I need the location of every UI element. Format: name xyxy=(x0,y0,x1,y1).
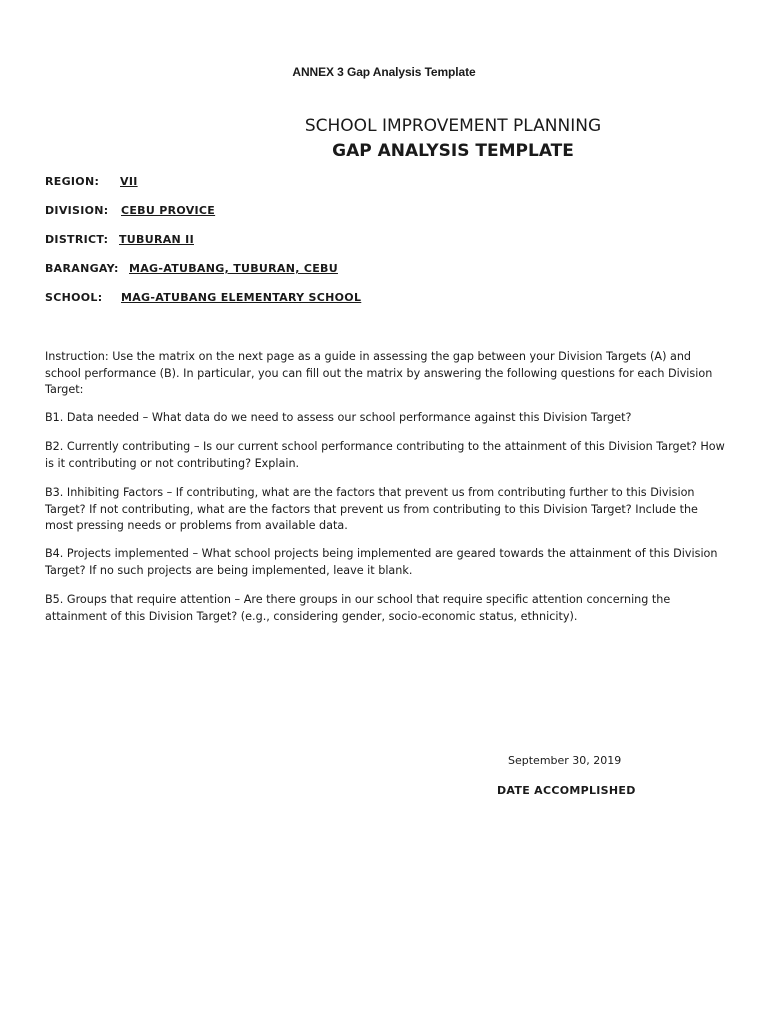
division-label: DIVISION: xyxy=(45,204,109,217)
instruction-b3: B3. Inhibiting Factors – If contributing, what are the factors that prevent us from contributing further to this Division Target? If not contributing, what are the factors that prevent us from contributing to this Division Target? Include the most pressing needs or problems from available data. xyxy=(45,486,698,532)
date-label: DATE ACCOMPLISHED xyxy=(497,784,636,797)
district-value: TUBURAN II xyxy=(119,233,194,246)
instruction-b1: B1. Data needed – What data do we need to assess our school performance against this Division Target? xyxy=(45,411,632,424)
district-field xyxy=(45,233,194,246)
district-label: DISTRICT: xyxy=(45,233,109,246)
division-field xyxy=(45,204,216,217)
barangay-label: BARANGAY: xyxy=(45,262,119,275)
date-value: September 30, 2019 xyxy=(508,754,622,767)
school-value: MAG-ATUBANG ELEMENTARY SCHOOL xyxy=(121,291,362,304)
annex-title: ANNEX 3 Gap Analysis Template xyxy=(292,65,476,79)
instruction-intro: Instruction: Use the matrix on the next page as a guide in assessing the gap between your Division Targets (A) and school performance (B). In particular, you can fill out the matrix by answering the following questions for each Division Target: xyxy=(45,350,713,396)
region-value: VII xyxy=(120,175,138,188)
instruction-b4: B4. Projects implemented – What school projects being implemented are geared towards the attainment of this Division Target? If no such projects are being implemented, leave it blank. xyxy=(45,547,718,577)
instruction-b5: B5. Groups that require attention – Are there groups in our school that require specific attention concerning the attainment of this Division Target? (e.g., considering gender, socio-economic status, ethnicity). xyxy=(45,593,671,623)
region-field xyxy=(45,175,138,188)
region-label: REGION: xyxy=(45,175,100,188)
barangay-value: MAG-ATUBANG, TUBURAN, CEBU xyxy=(129,262,338,275)
document-title: SCHOOL IMPROVEMENT PLANNING xyxy=(304,116,602,136)
document-subtitle: GAP ANALYSIS TEMPLATE xyxy=(332,141,574,161)
school-field xyxy=(45,291,362,304)
instruction-b2: B2. Currently contributing – Is our current school performance contributing to the attainment of this Division Target? How is it contributing or not contributing? Explain. xyxy=(45,440,725,470)
division-value: CEBU PROVICE xyxy=(121,204,216,217)
barangay-field xyxy=(45,262,338,275)
school-label: SCHOOL: xyxy=(45,291,103,304)
